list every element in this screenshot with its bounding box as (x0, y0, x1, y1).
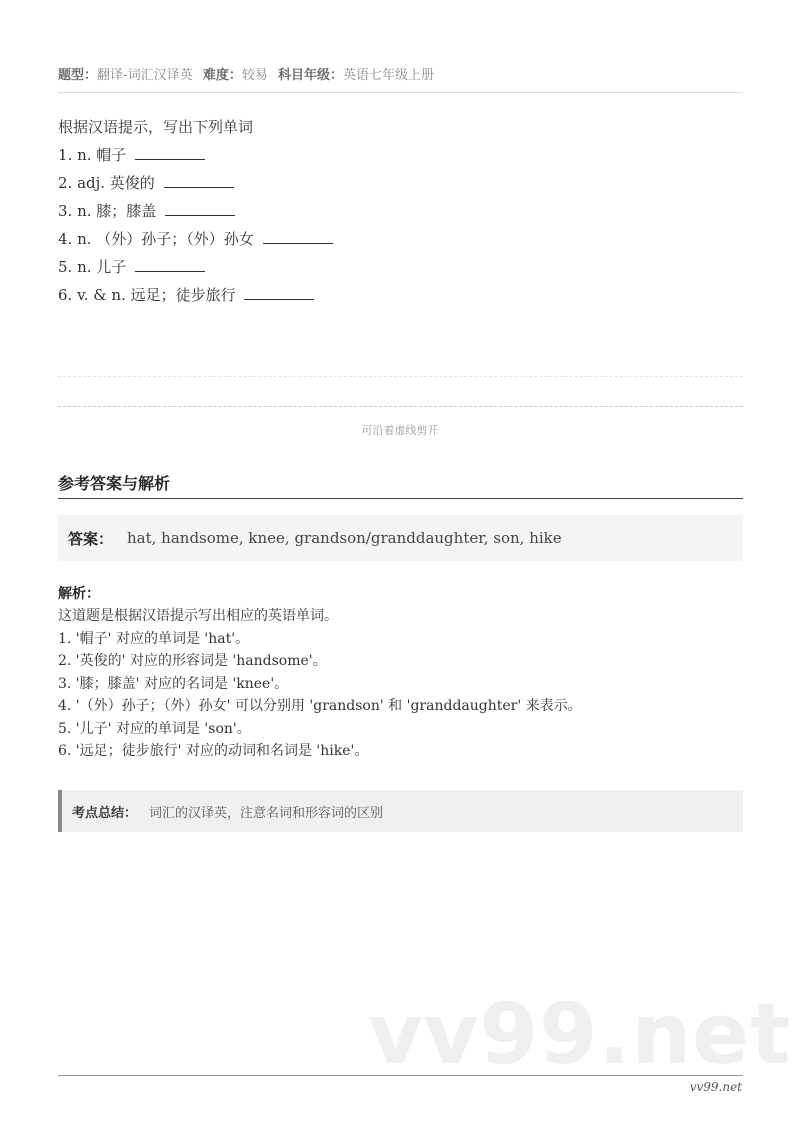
analysis-block (58, 583, 582, 763)
cut-dashed-line-top (58, 376, 743, 377)
analysis-line: 6. '远足；徒步旅行' 对应的动词和名词是 'hike'。 (58, 743, 369, 759)
analysis-line: 2. '英俊的' 对应的形容词是 'handsome'。 (58, 653, 327, 669)
question-item-text: 1. n. 帽子 (58, 146, 127, 164)
summary-label: 考点总结： (72, 805, 138, 821)
question-block (58, 113, 333, 309)
answer-blank (263, 229, 333, 244)
question-item-text: 5. n. 儿子 (58, 258, 127, 276)
question-item (58, 141, 333, 169)
analysis-line: 3. '膝；膝盖' 对应的名词是 'knee'。 (58, 675, 289, 692)
answer-box (58, 515, 743, 561)
header-divider (58, 92, 743, 93)
difficulty-label: 难度： (202, 68, 242, 83)
question-item (58, 281, 333, 309)
answer-text: hat, handsome, knee, grandson/granddaughter, son, hike (127, 529, 562, 547)
subject-value: 英语七年级上册 (343, 68, 435, 83)
cut-dashed-line-bottom (58, 406, 743, 407)
watermark: vv99.net (368, 985, 792, 1083)
analysis-line: 5. '儿子' 对应的单词是 'son'。 (58, 720, 251, 737)
footer-divider (58, 1075, 743, 1076)
type-value: 翻译-词汇汉译英 (97, 68, 193, 83)
summary-text: 词汇的汉译英，注意名词和形容词的区别 (149, 805, 384, 821)
subject-label: 科目年级： (278, 68, 344, 83)
answer-label: 答案： (68, 529, 114, 548)
question-item (58, 225, 333, 253)
analysis-intro: 这道题是根据汉语提示写出相应的英语单词。 (58, 608, 338, 624)
question-item-text: 2. adj. 英俊的 (58, 174, 155, 192)
question-item-text: 4. n. （外）孙子；（外）孙女 (58, 230, 254, 248)
answer-blank (244, 285, 314, 300)
difficulty-value: 较易 (241, 68, 268, 83)
answer-blank (165, 201, 235, 216)
type-label: 题型： (58, 68, 98, 83)
cut-line-label: 可沿着虚线剪开 (361, 424, 439, 437)
answer-blank (164, 173, 234, 188)
question-item (58, 253, 333, 281)
question-item-text: 3. n. 膝；膝盖 (58, 202, 157, 220)
question-meta (58, 64, 440, 83)
answer-blank (135, 257, 205, 272)
answer-blank (135, 145, 205, 160)
footer-site: vv99.net (689, 1080, 742, 1094)
answer-section-title: 参考答案与解析 (58, 474, 171, 493)
question-item-text: 6. v. & n. 远足；徒步旅行 (58, 286, 236, 304)
question-instruction: 根据汉语提示，写出下列单词 (58, 118, 254, 136)
answer-section-divider (58, 498, 743, 499)
summary-box (58, 790, 743, 832)
question-item (58, 169, 333, 197)
analysis-line: 1. '帽子' 对应的单词是 'hat'。 (58, 630, 250, 647)
analysis-line: 4. '（外）孙子；（外）孙女' 可以分别用 'grandson' 和 'granddaughter' 来表示。 (58, 698, 582, 714)
analysis-label: 解析： (58, 586, 100, 602)
question-item (58, 197, 333, 225)
